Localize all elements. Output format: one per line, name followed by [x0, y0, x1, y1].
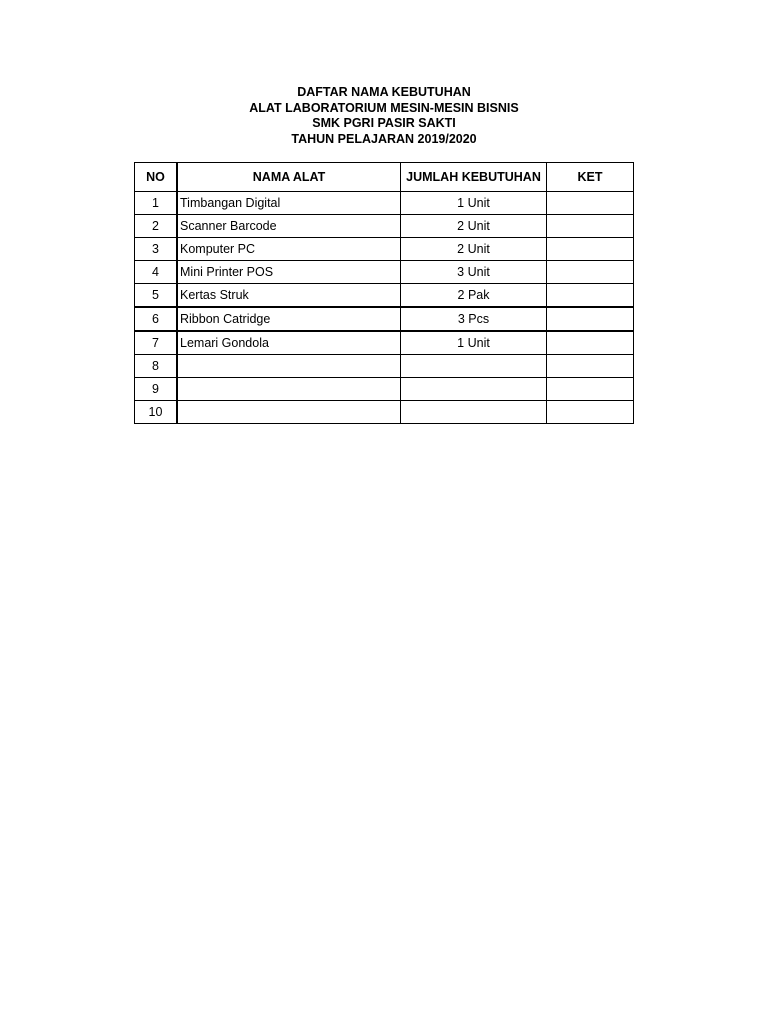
table-row: [135, 378, 634, 401]
table-row: [135, 215, 634, 238]
heading-lab-name: ALAT LABORATORIUM MESIN-MESIN BISNIS: [249, 100, 519, 115]
equipment-name-cell: Timbangan Digital: [177, 192, 401, 215]
row-number-cell: 4: [135, 261, 178, 284]
table-row: [135, 261, 634, 284]
heading-title: DAFTAR NAMA KEBUTUHAN: [297, 85, 471, 99]
equipment-name-cell: [177, 401, 401, 424]
remarks-cell: [547, 331, 634, 355]
equipment-name-cell: Mini Printer POS: [177, 261, 401, 284]
remarks-cell: [547, 284, 634, 308]
column-header-remarks: KET: [547, 163, 634, 192]
remarks-cell: [547, 401, 634, 424]
heading-school-name: SMK PGRI PASIR SAKTI: [312, 116, 456, 130]
table-header-row: [135, 163, 634, 192]
remarks-cell: [547, 355, 634, 378]
equipment-name-cell: Kertas Struk: [177, 284, 401, 308]
row-number-cell: 5: [135, 284, 178, 308]
row-number-cell: 9: [135, 378, 178, 401]
row-number-cell: 7: [135, 331, 178, 355]
document-heading: [0, 85, 768, 147]
row-number-cell: 8: [135, 355, 178, 378]
quantity-cell: 2 Pak: [401, 284, 547, 308]
equipment-name-cell: [177, 355, 401, 378]
column-header-quantity: JUMLAH KEBUTUHAN: [401, 163, 547, 192]
table-row: [135, 401, 634, 424]
equipment-name-cell: Lemari Gondola: [177, 331, 401, 355]
quantity-cell: 2 Unit: [401, 215, 547, 238]
equipment-name-cell: Komputer PC: [177, 238, 401, 261]
remarks-cell: [547, 307, 634, 331]
equipment-name-cell: Scanner Barcode: [177, 215, 401, 238]
table-row: [135, 307, 634, 331]
table-row: [135, 355, 634, 378]
quantity-cell: 3 Pcs: [401, 307, 547, 331]
remarks-cell: [547, 192, 634, 215]
quantity-cell: [401, 378, 547, 401]
remarks-cell: [547, 238, 634, 261]
quantity-cell: 1 Unit: [401, 192, 547, 215]
column-header-name: NAMA ALAT: [177, 163, 401, 192]
column-header-no: NO: [135, 163, 178, 192]
quantity-cell: [401, 355, 547, 378]
equipment-name-cell: Ribbon Catridge: [177, 307, 401, 331]
quantity-cell: [401, 401, 547, 424]
quantity-cell: 1 Unit: [401, 331, 547, 355]
quantity-cell: 2 Unit: [401, 238, 547, 261]
row-number-cell: 1: [135, 192, 178, 215]
remarks-cell: [547, 215, 634, 238]
row-number-cell: 2: [135, 215, 178, 238]
row-number-cell: 10: [135, 401, 178, 424]
heading-academic-year: TAHUN PELAJARAN 2019/2020: [291, 131, 477, 146]
table-row: [135, 238, 634, 261]
quantity-cell: 3 Unit: [401, 261, 547, 284]
row-number-cell: 3: [135, 238, 178, 261]
remarks-cell: [547, 261, 634, 284]
equipment-needs-table: [134, 162, 634, 424]
equipment-name-cell: [177, 378, 401, 401]
table-row: [135, 284, 634, 308]
row-number-cell: 6: [135, 307, 178, 331]
table-row: [135, 192, 634, 215]
table-row: [135, 331, 634, 355]
remarks-cell: [547, 378, 634, 401]
